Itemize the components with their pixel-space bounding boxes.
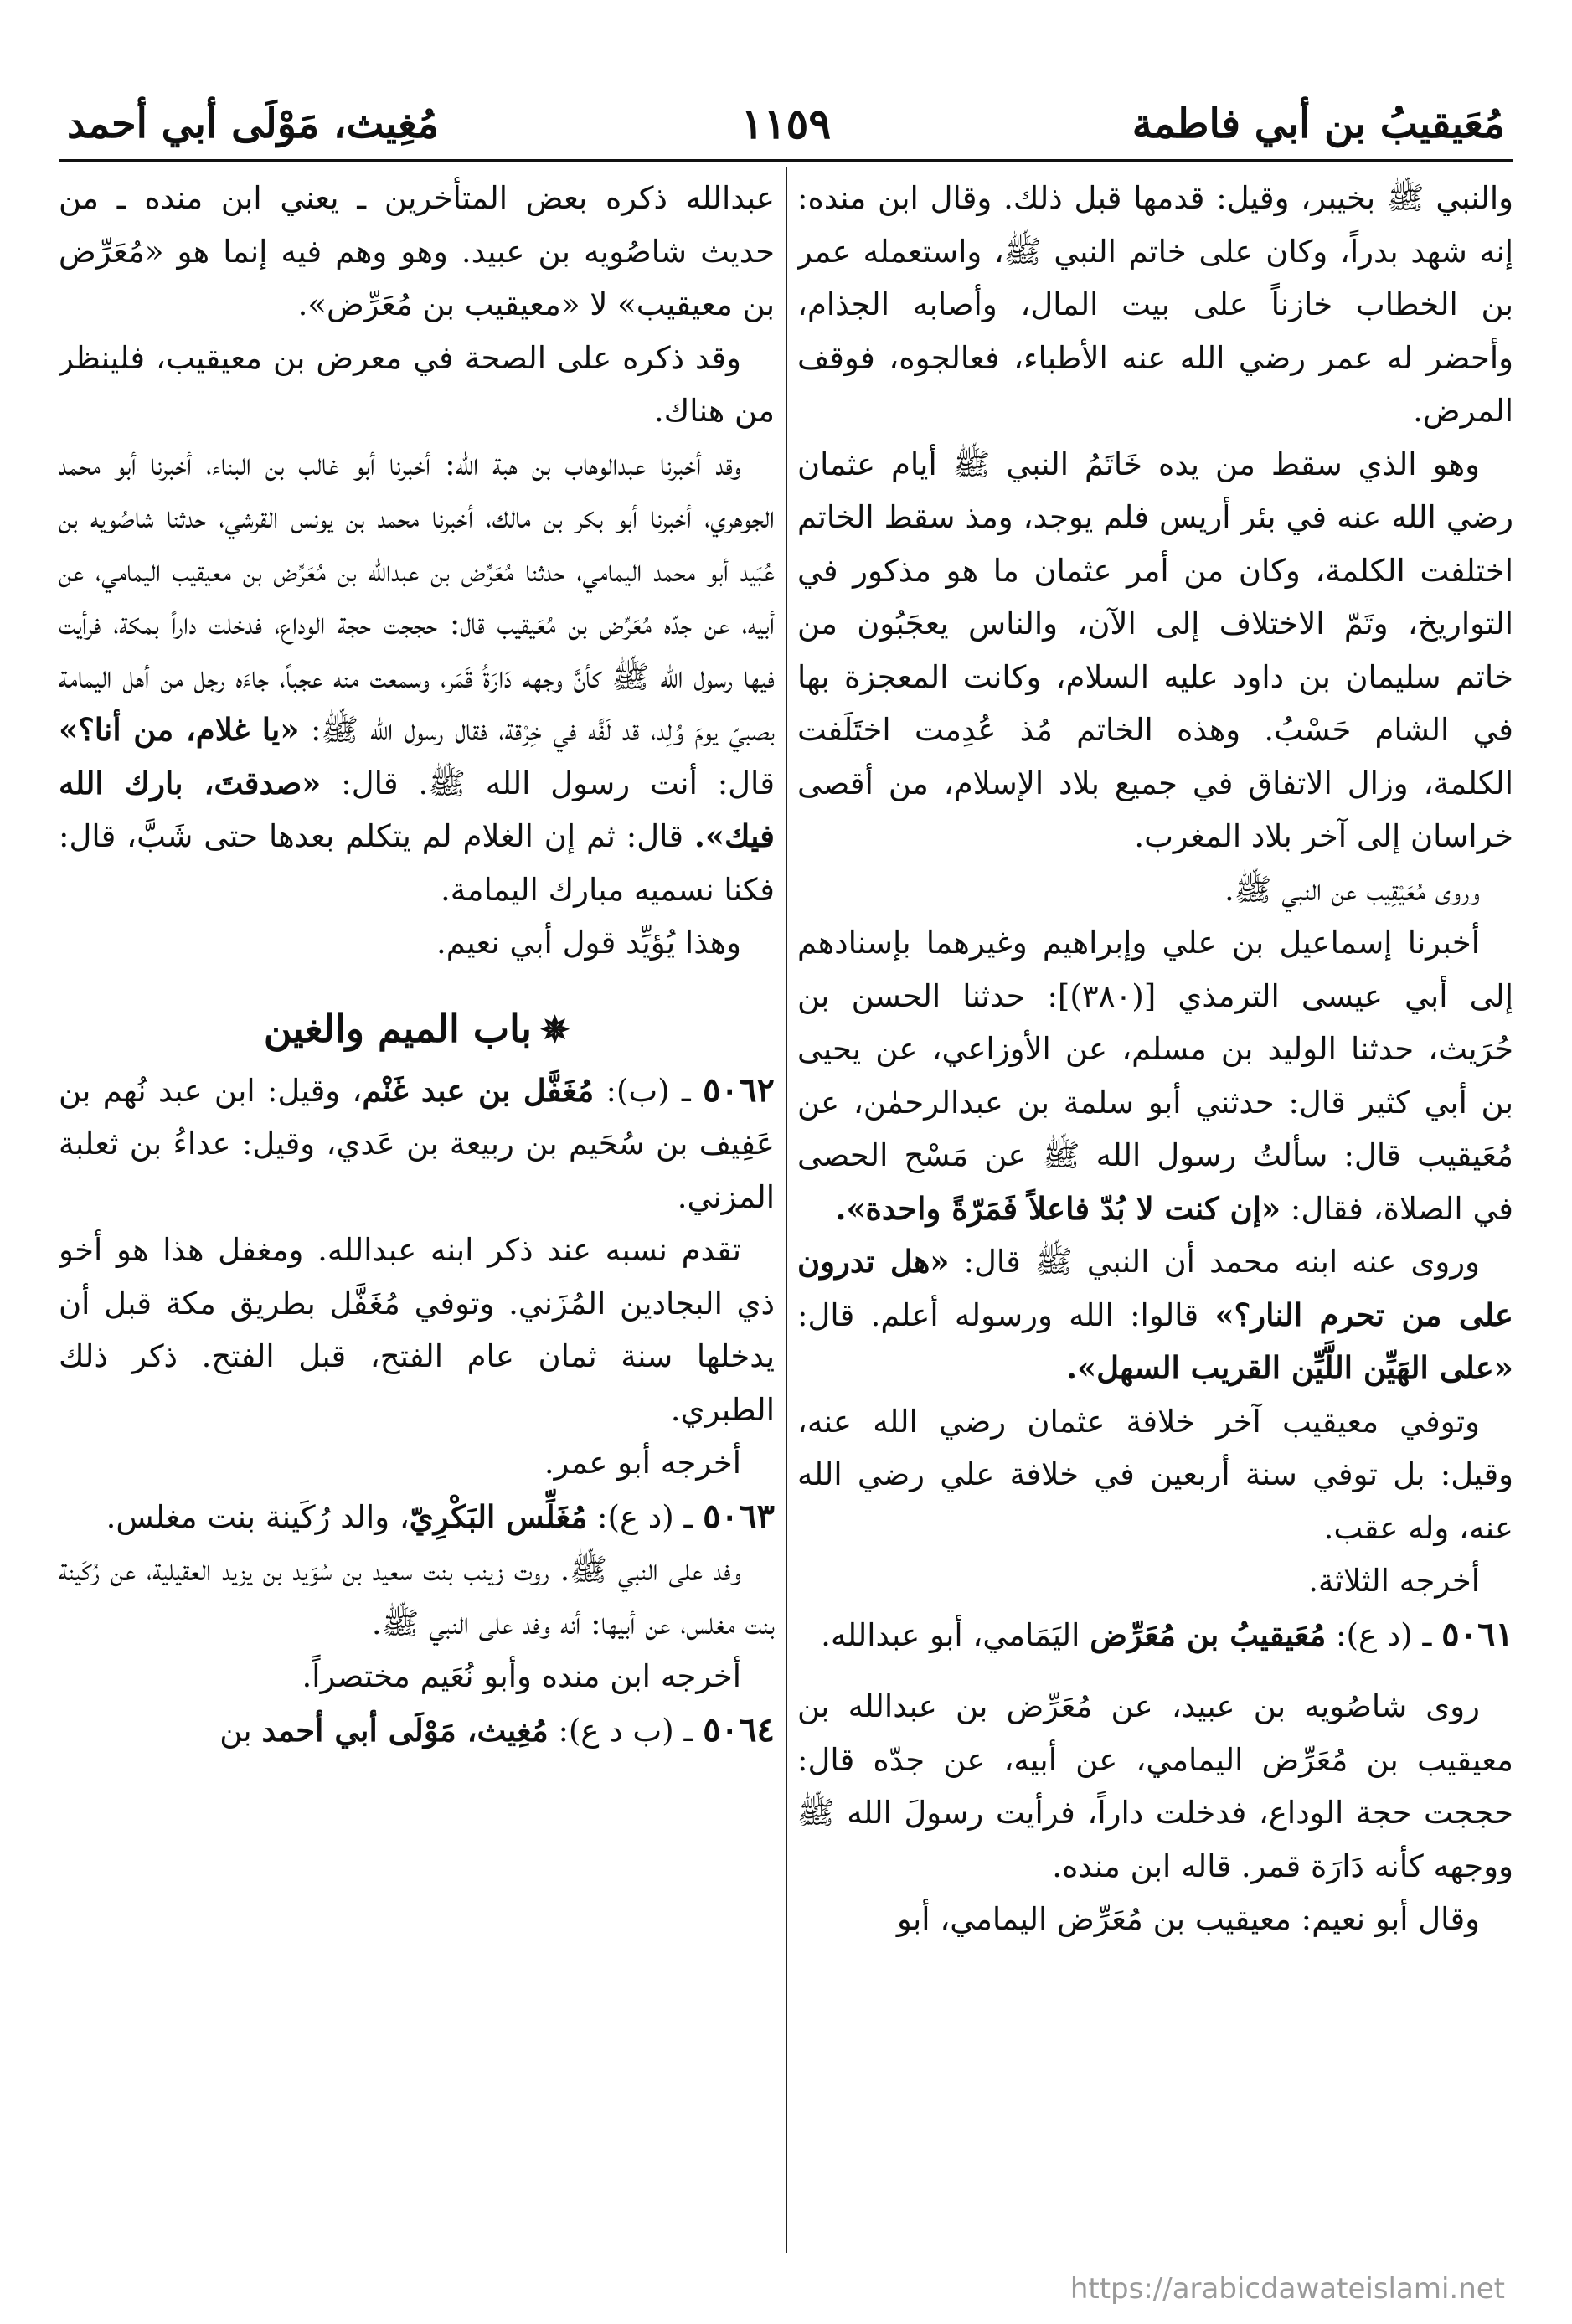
hadith-quote: «على الهَيِّن اللَّيِّن القريب السهل».: [1066, 1349, 1513, 1386]
entry-number: ٥٠٦٤: [703, 1709, 775, 1749]
paragraph: عبدالله ذكره بعض المتأخرين ـ يعني ابن منده ـ من حديث شاصُويه بن عبيد. وهو وهم فيه إنما هو «مُعَرِّض بن معيقيب» لا «معيقيب بن مُعَرِّض».: [59, 180, 775, 322]
page-number: ١١٥٩: [740, 99, 832, 148]
entry-rest: ، وقيل: ابن عبد نُهم بن عَفِيف بن سُحَيم بن ربيعة بن عَدي، وقيل: عداءُ بن ثعلبة المزني.: [59, 1072, 775, 1215]
left-column: [59, 172, 775, 2249]
header-left-title: مُغِيث، مَوْلَى أبي أحمد: [67, 100, 439, 147]
right-column: [797, 172, 1513, 2249]
paragraph: وهذا يُؤيِّد قول أبي نعيم.: [436, 925, 741, 961]
entry-heading-5061: [797, 1608, 1513, 1662]
paragraph: أخرجه ابن منده وأبو نُعَيم مختصراً.: [302, 1658, 741, 1694]
paragraph: وهو الذي سقط من يده خَاتَمُ النبي ﷺ أيام عثمان رضي الله عنه في بئر أريس فلم يوجد، ومذ سقط الخاتم اختلفت الكلمة، وكان من أمر عثمان ما هو مذكور في التواريخ، وتَمّ الاختلاف إلى الآن، والناس يعجَبُون من خاتم سليمان بن داود عليه السلام، وكانت المعجزة بها في الشام حَسْبُ. وهذه الخاتم مُذ عُدِمت اختَلَفت الكلمة، وزال الاتفاق في جميع بلاد الإسلام، من أقصى خراسان إلى آخر بلاد المغرب.: [797, 446, 1513, 854]
entry-name: مُعَيقيبُ بن مُعَرِّض: [1090, 1615, 1327, 1653]
paragraph-text: أخبرنا إسماعيل بن علي وإبراهيم وغيرهما بإسنادهم إلى أبي عيسى الترمذي [(٣٨٠)]: حدثنا الحسن بن حُرَيث، حدثنا الوليد بن مسلم، عن الأوزاعي، عن يحيى بن أبي كثير قال: حدثني أبو سلمة بن عبدالرحمٰن، عن مُعَيقيب قال: سألتُ رسول الله ﷺ عن مَسْح الحصى في الصلاة، فقال:: [797, 925, 1513, 1227]
paragraph: [59, 438, 775, 917]
entry-number: ٥٠٦٢: [703, 1069, 775, 1110]
entry-heading-5062: [59, 1064, 775, 1224]
entry-code: ـ (ب د ع):: [548, 1712, 704, 1749]
header-right-title: مُعَيقيبُ بن أبي فاطمة: [1131, 100, 1505, 147]
paragraph: أخرجه أبو عمر.: [544, 1445, 741, 1481]
hadith-quote: «هل تدرون على من تحرم النار؟»: [797, 1243, 1513, 1333]
paragraph: [797, 1235, 1513, 1395]
entry-rest: ، والد رُكَينة بنت مغلس.: [106, 1498, 410, 1535]
entry-code: ـ (ب):: [594, 1072, 704, 1109]
entry-code: ـ (د ع):: [1326, 1616, 1442, 1653]
entry-number: ٥٠٦١: [1441, 1614, 1513, 1654]
paragraph: أخرجه الثلاثة.: [1308, 1563, 1480, 1599]
paragraph-text: قال: أنت رسول الله ﷺ. قال:: [341, 765, 775, 801]
entry-code: ـ (د ع):: [587, 1498, 704, 1535]
entry-heading-5064: [59, 1703, 775, 1758]
entry-heading-5063: [59, 1490, 775, 1544]
paragraph: وفد على النبي ﷺ. روت زينب بنت سعيد بن سُوَيد بن يزيد العقيلية، عن رُكَينة بنت مغلس، عن أبيها: أنه وفد على النبي ﷺ.: [59, 1552, 775, 1641]
paragraph-text: قالوا: الله ورسوله أعلم. قال:: [797, 1296, 1199, 1333]
section-title: [59, 995, 775, 1064]
section-title-text: باب الميم والغين: [263, 1005, 532, 1051]
paragraph: وقد ذكره على الصحة في معرض بن معيقيب، فلينظر من هناك.: [59, 339, 775, 429]
entry-rest: بن: [219, 1712, 262, 1749]
paragraph: والنبي ﷺ بخيبر، وقيل: قدمها قبل ذلك. وقال ابن منده: إنه شهد بدراً، وكان على خاتم النبي ﷺ، واستعمله عمر بن الخطاب خازناً على بيت المال، وأصابه الجذام، وأحضر له عمر رضي الله عنه الأطباء، فعالجوه، فوقف المرض.: [797, 180, 1513, 429]
star-ornament-icon: ✵: [539, 1008, 570, 1050]
hadith-quote: «صدقتَ، بارك الله فيك».: [59, 764, 775, 854]
hadith-quote: «إن كنت لا بُدّ فاعلاً فَمَرّةً واحدة».: [835, 1189, 1281, 1227]
paragraph: روى شاصُويه بن عبيد، عن مُعَرِّض بن عبدالله بن معيقيب بن مُعَرِّض اليمامي، عن أبيه، عن جدّه قال: حججت حجة الوداع، فدخلت داراً، فرأيت رسولَ الله ﷺ ووجهه كأنه دَارَة قمر. قاله ابن منده.: [797, 1688, 1513, 1884]
entry-name: مُغِيث، مَوْلَى أبي أحمد: [261, 1711, 549, 1749]
entry-name: مُغَلِّس البَكْرِيّ: [409, 1497, 588, 1535]
paragraph: [797, 916, 1513, 1235]
entry-rest: اليَمَامي، أبو عبدالله.: [821, 1616, 1090, 1653]
entry-number: ٥٠٦٣: [703, 1496, 775, 1536]
paragraph-text: وروى عنه ابنه محمد أن النبي ﷺ قال:: [963, 1244, 1480, 1280]
spacer: [797, 1662, 1513, 1680]
paragraph: وقال أبو نعيم: معيقيب بن مُعَرِّض اليمامي، أبو: [896, 1901, 1480, 1937]
watermark-url: https://arabicdawateislami.net: [1069, 2272, 1505, 2306]
column-divider: [786, 167, 787, 2253]
paragraph: وروى مُعَيْقِيب عن النبي ﷺ.: [1224, 871, 1480, 908]
paragraph: تقدم نسبه عند ذكر ابنه عبدالله. ومغفل هذا هو أخو ذي البجادين المُزَني. وتوفي مُغَفَّل بطريق مكة قبل أن يدخلها سنة ثمان عام الفتح، قبل الفتح. ذكر ذلك الطبري.: [59, 1232, 775, 1428]
hadith-quote: «يا غلام، من أنا؟»: [59, 711, 300, 748]
paragraph-text: وقد أخبرنا عبدالوهاب بن هبة الله: أخبرنا أبو غالب بن البناء، أخبرنا أبو محمد الجوهري، أخبرنا أبو بكر بن مالك، أخبرنا محمد بن يونس القرشي، حدثنا شاصُويه بن عُبَيد أبو محمد اليمامي، حدثنا مُعَرِّض بن عبدالله بن مُعَرِّض بن معيقيب اليمامي، عن أبيه، عن جدّه مُعَرِّض بن مُعَيقيب قال: حججت حجة الوداع، فدخلت داراً بمكة، فرأيت فيها رسول الله ﷺ كأنَّ وجهه دَارَةُ قَمَر، وسمعت منه عجباً، جاءَه رجل من أهل اليمامة بصبيّ يومَ وُلِد، قد لَفَّه في خِرْقة، فقال رسول الله ﷺ:: [59, 446, 775, 748]
paragraph-text: قال: ثم إن الغلام لم يتكلم بعدها حتى شَبَّ، قال: فكنا نسميه مبارك اليمامة.: [59, 818, 775, 908]
paragraph: وتوفي معيقيب آخر خلافة عثمان رضي الله عنه، وقيل: بل توفي سنة أربعين في خلافة علي رضي الله عنه، وله عقب.: [797, 1403, 1513, 1546]
running-header: [59, 92, 1513, 162]
entry-name: مُغَفَّل بن عبد غَنْم: [362, 1071, 595, 1109]
